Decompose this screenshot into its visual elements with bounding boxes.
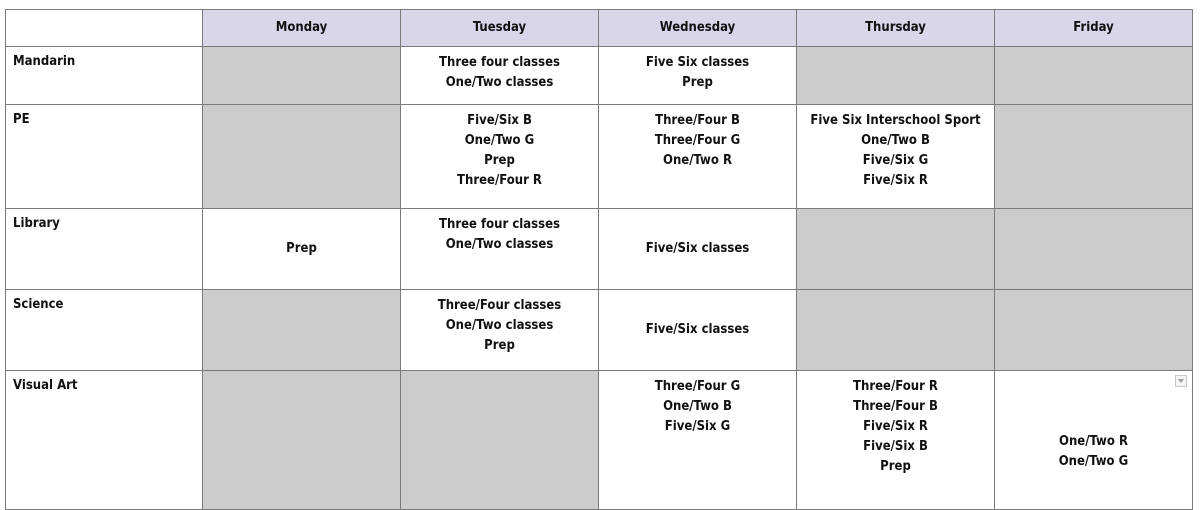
row-mandarin [6,47,1193,105]
row-library [6,209,1193,290]
cell-library-friday[interactable] [995,209,1193,290]
cell-visual-art-thursday[interactable] [797,371,995,510]
cell-visual-art-friday[interactable] [995,371,1193,510]
class-entry: Five/Six classes [645,322,750,337]
class-entry: One/Two G [464,133,535,148]
class-entry: Three/Four B [853,399,938,414]
cell-visual-art-tuesday[interactable] [401,371,599,510]
class-entry: Five/Six B [467,113,532,128]
class-entry: One/Two G [1058,454,1129,469]
cell-mandarin-thursday[interactable] [797,47,995,105]
dropdown-arrow-icon[interactable] [1175,375,1187,387]
class-entry: Prep [682,75,713,90]
row-science [6,290,1193,371]
cell-mandarin-monday[interactable] [203,47,401,105]
class-entry: One/Two classes [445,318,554,333]
class-entry: Five/Six B [863,439,928,454]
header-thursday[interactable]: Thursday [797,10,995,47]
timetable-grid [5,9,1193,510]
class-entry: One/Two R [663,153,732,168]
class-entry: Five/Six R [863,419,928,434]
class-entry: Prep [484,338,515,353]
class-entry: Prep [880,459,911,474]
class-entry: Three/Four R [853,379,938,394]
class-entry: Three/Four G [654,379,741,394]
cell-library-tuesday[interactable] [401,209,599,290]
row-pe [6,105,1193,209]
subject-cell[interactable]: Mandarin [6,47,203,105]
class-entry: Prep [484,153,515,168]
class-entry: Five Six classes [645,55,750,70]
class-entry: Five Six Interschool Sport [810,113,981,128]
header-wednesday[interactable]: Wednesday [599,10,797,47]
cell-library-monday[interactable] [203,209,401,290]
subject-cell[interactable]: Visual Art [6,371,203,510]
subject-cell[interactable]: Library [6,209,203,290]
cell-library-wednesday[interactable] [599,209,797,290]
cell-pe-monday[interactable] [203,105,401,209]
cell-science-thursday[interactable] [797,290,995,371]
class-entry: Three/Four classes [437,298,562,313]
class-entry: One/Two R [1059,434,1128,449]
class-entry: Three/Four B [655,113,740,128]
cell-science-tuesday[interactable] [401,290,599,371]
cell-mandarin-wednesday[interactable] [599,47,797,105]
cell-mandarin-friday[interactable] [995,47,1193,105]
cell-visual-art-monday[interactable] [203,371,401,510]
header-tuesday[interactable]: Tuesday [401,10,599,47]
cell-pe-friday[interactable] [995,105,1193,209]
class-entry: One/Two B [861,133,930,148]
cell-library-thursday[interactable] [797,209,995,290]
cell-visual-art-wednesday[interactable] [599,371,797,510]
corner-cell[interactable] [6,10,203,47]
cell-pe-wednesday[interactable] [599,105,797,209]
class-entry: One/Two B [663,399,732,414]
class-entry: Five/Six classes [645,241,750,256]
class-entry: Five/Six G [862,153,929,168]
class-entry: Three four classes [439,55,560,70]
cell-science-friday[interactable] [995,290,1193,371]
class-entry: Three/Four R [457,173,542,188]
class-entry: One/Two classes [445,75,554,90]
class-entry: Three four classes [439,217,560,232]
cell-science-monday[interactable] [203,290,401,371]
header-friday[interactable]: Friday [995,10,1193,47]
cell-pe-thursday[interactable] [797,105,995,209]
class-entry: Prep [286,241,317,256]
subject-cell[interactable]: Science [6,290,203,371]
header-row [6,10,1193,47]
subject-cell[interactable]: PE [6,105,203,209]
class-entry: Three/Four G [654,133,741,148]
class-entry: Five/Six R [863,173,928,188]
cell-science-wednesday[interactable] [599,290,797,371]
row-visual-art [6,371,1193,510]
cell-pe-tuesday[interactable] [401,105,599,209]
class-entry: One/Two classes [445,237,554,252]
cell-mandarin-tuesday[interactable] [401,47,599,105]
header-monday[interactable]: Monday [203,10,401,47]
class-entry: Five/Six G [664,419,731,434]
